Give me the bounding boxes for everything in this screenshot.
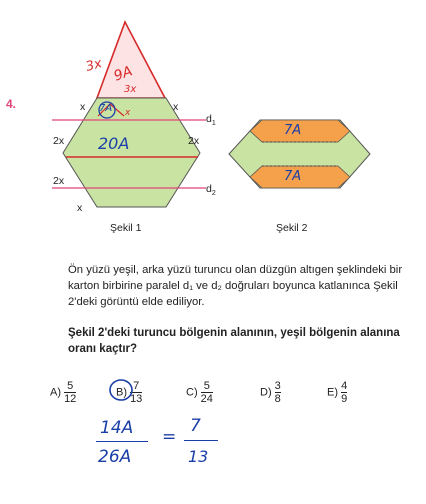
hand-result-den: 13 <box>188 447 209 466</box>
label-x-top-right: x <box>173 101 179 113</box>
hand-tri-side: 3x <box>84 56 104 75</box>
caption-sekil-2: Şekil 2 <box>276 222 308 234</box>
problem-text: Ön yüzü yeşil, arka yüzü turuncu olan düzgün altıgen şeklindeki bir karton birbirine paralel d₁ ve d₂ doğruları boyunca katlanınca Şekil 2'deki görüntü elde ediliyor. <box>68 264 403 308</box>
hand-ratio-num: 14A <box>100 418 134 438</box>
hexagon-shape <box>63 98 200 207</box>
option-b-fraction: $\frac{7}{13}$ <box>130 380 143 405</box>
hand-equals: = <box>162 427 177 447</box>
option-d-fraction: $\frac{3}{8}$ <box>274 380 281 405</box>
label-2x-left-lower: 2x <box>53 175 65 187</box>
option-a-fraction: $\frac{5}{12}$ <box>64 380 77 405</box>
option-c-fraction: $\frac{5}{24}$ <box>200 380 213 405</box>
label-x-bottom: x <box>77 202 83 214</box>
hand-fold-bottom: 7A <box>284 169 302 184</box>
label-2x-right: 2x <box>188 135 200 147</box>
hand-fold-top: 7A <box>284 123 302 138</box>
hand-hex-area: 20A <box>98 134 130 153</box>
hand-small-area: 7A <box>99 103 113 114</box>
caption-sekil-1: Şekil 1 <box>110 222 142 234</box>
question-text: Şekil 2'deki turuncu bölgenin alanının, yeşil bölgenin alanına oranı kaçtır? <box>68 327 400 355</box>
option-e-fraction: $\frac{4}{9}$ <box>341 380 348 405</box>
handwritten-answer-circle <box>108 377 134 403</box>
question-number: 4. <box>6 97 17 111</box>
option-d[interactable]: D) $\frac{3}{8}$ <box>260 380 281 405</box>
option-e[interactable]: E) $\frac{4}{9}$ <box>327 380 348 405</box>
option-a[interactable]: A) $\frac{5}{12}$ <box>50 380 77 405</box>
option-c[interactable]: C) $\frac{5}{24}$ <box>186 380 213 405</box>
label-d2: $d_2$ <box>206 183 216 198</box>
option-b[interactable]: B) $\frac{7}{13}$ <box>116 380 143 405</box>
hand-small-side: 3x <box>124 84 137 95</box>
label-x-top-left: x <box>80 101 86 113</box>
hand-result-bar <box>184 440 218 441</box>
hand-tri-area: 9A <box>111 63 135 85</box>
hand-result-num: 7 <box>190 416 201 436</box>
label-d1: $d_1$ <box>206 113 216 128</box>
label-2x-left-upper: 2x <box>53 135 65 147</box>
hand-ratio-bar <box>96 441 148 442</box>
hand-small-x: x <box>125 108 131 118</box>
hand-ratio-den: 26A <box>98 447 132 467</box>
